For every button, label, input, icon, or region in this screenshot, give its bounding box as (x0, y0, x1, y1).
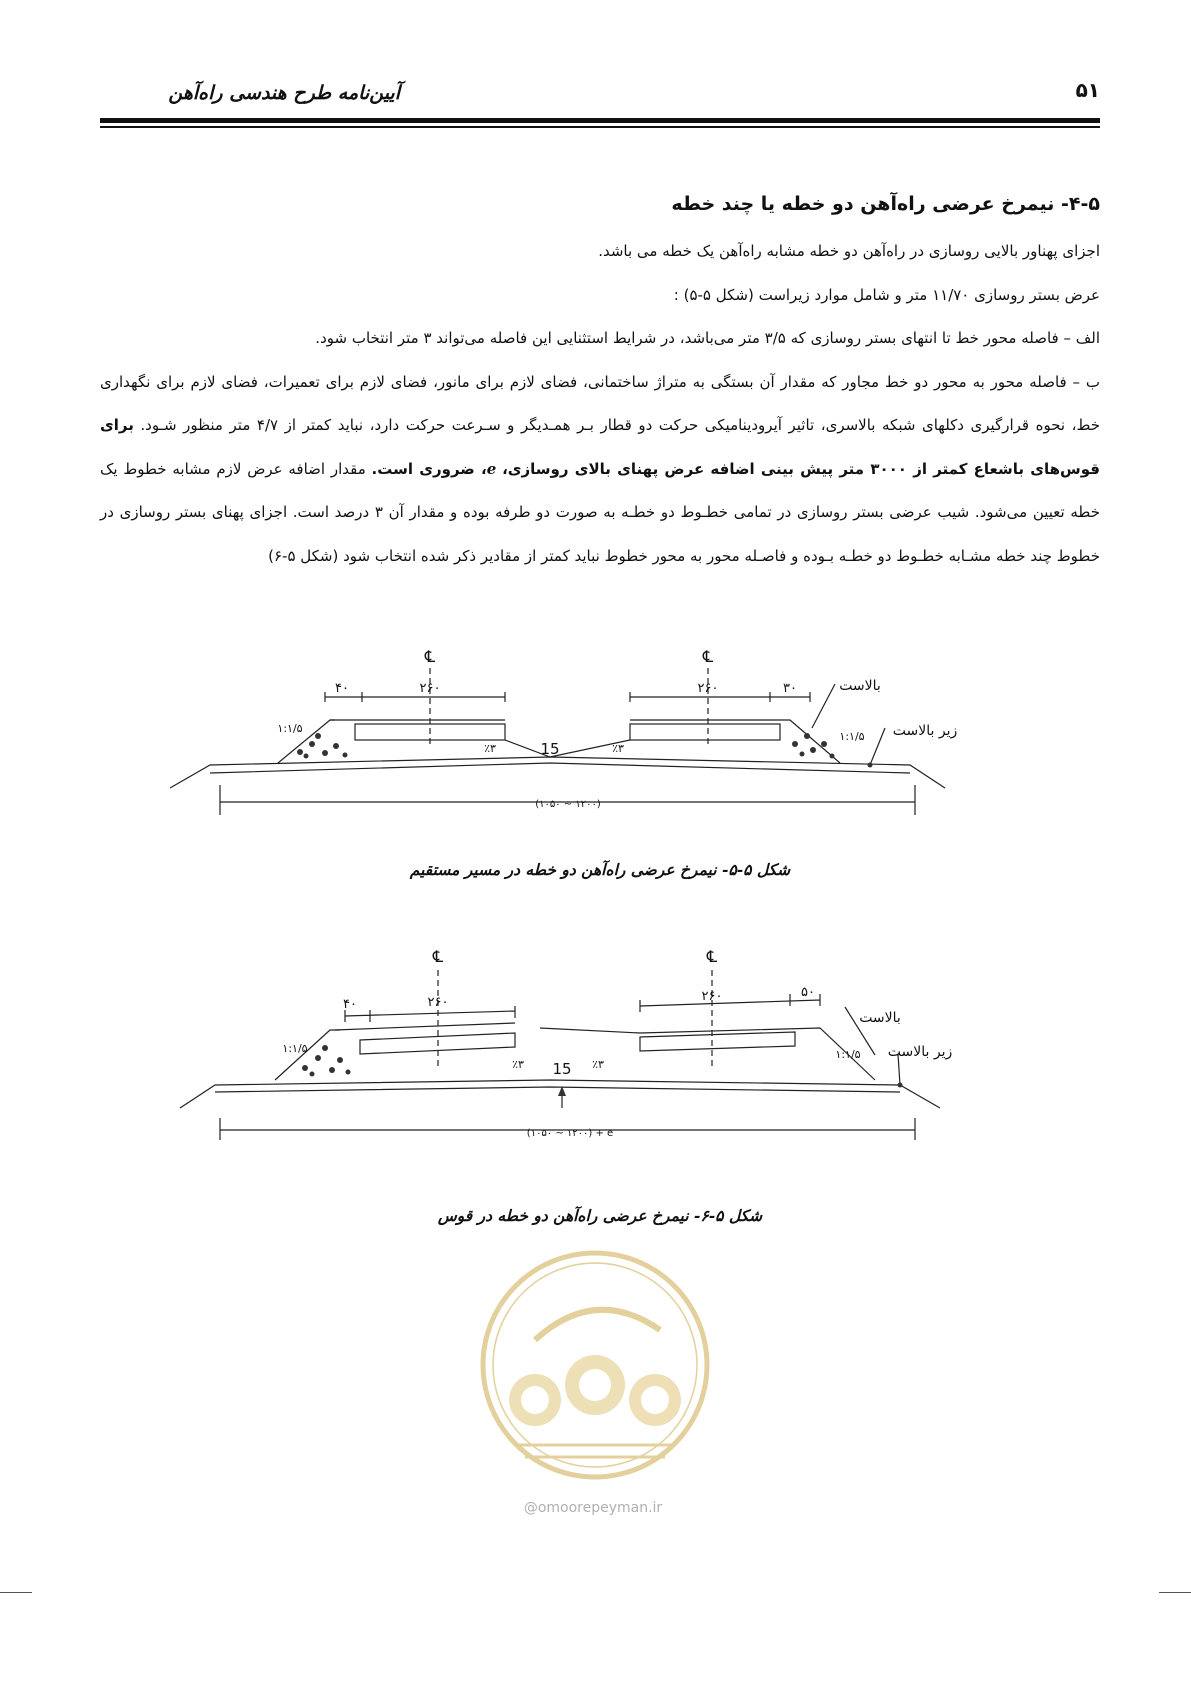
section-title: ۴-۵- نیمرخ عرضی راه‌آهن دو خطه یا چند خطه (671, 193, 1100, 215)
label-subballast-curve: زیر بالاست (887, 1044, 953, 1060)
right-sleeper-curve (640, 1032, 795, 1051)
paragraph-2: عرض بستر روسازی ۱۱/۷۰ متر و شامل موارد زیراست (شکل ۵-۵) : (673, 285, 1100, 304)
paragraph-4-e-symbol: e (486, 459, 497, 478)
figure-1 (140, 640, 1040, 840)
label-ballast: بالاست (839, 678, 881, 694)
grade-right-curve: ٪۳ (592, 1058, 604, 1071)
figure-2 (140, 940, 1040, 1150)
dim-right-big-curve: ۲۶۰ (701, 989, 723, 1004)
grade-left: ٪۳ (484, 742, 496, 755)
paragraph-3: الف – فاصله محور خط تا انتهای بستر روسازی که ۳/۵ متر می‌باشد، در شرایط استثنایی این فاصله می‌تواند ۳ متر انتخاب شود. (315, 329, 1100, 347)
right-axis-symbol: ℄ (702, 647, 714, 666)
left-dimension-line (325, 692, 505, 702)
slope-right-curve: ۱:۱/۵ (835, 1048, 861, 1061)
paragraph-4 (100, 361, 1100, 579)
dim-right-small: ۳۰ (783, 681, 797, 696)
total-width-curve: (۱۰۵۰ ~ ۱۲۰۰) + e (526, 1128, 614, 1139)
ballast-leader (812, 684, 835, 728)
right-sleeper (630, 724, 780, 740)
right-dimension-line-curve (640, 994, 820, 1012)
grade-left-curve: ٪۳ (512, 1058, 524, 1071)
figure-1-caption: شکل ۵-۵- نیمرخ عرضی راه‌آهن دو خطه در مسیر مستقیم (409, 860, 791, 879)
paragraph-4-part-b: مقدار اضافه عرض لازم مشابه خطوط یک خطه تعیین می‌شود. شیب عرضی بستر روسازی در تمامی خطـوط دو خطـه به صورت دو طرفه بوده و مقدار آن ۳ درصد است. اجزای پهنای بستر روسازی در خطوط چند خطه مشـابه خطـوط دو خطـه بـوده و فاصـله محور به محور خطوط نباید کمتر از مقادیر ذکر شده انتخاب شود (شکل ۵-۶) (100, 459, 1100, 565)
figure-2-drawing (140, 940, 1040, 1150)
crop-mark-left (0, 1592, 32, 1593)
left-axis-symbol: ℄ (424, 647, 436, 666)
watermark-url: @omoorepeyman.ir (523, 1500, 663, 1516)
slope-left-curve: ۱:۱/۵ (282, 1042, 308, 1055)
center-number-curve: 15 (552, 1060, 572, 1078)
subballast-leader (870, 728, 885, 765)
crop-mark-right (1159, 1592, 1191, 1593)
dim-left-small: ۴۰ (335, 681, 349, 696)
page-number: ۵۱ (1075, 78, 1100, 102)
dim-right-small-curve: ۵۰ (801, 985, 815, 1000)
running-title: آیین‌نامه طرح هندسی راه‌آهن (168, 82, 400, 104)
subballast-top-curve (215, 1087, 900, 1092)
paragraph-4-part-a: ب – فاصله محور به محور دو خط مجاور که مقدار آن بستگی به متراژ ساختمانی، فضای لازم برای مانور، فضای لازم برای تعمیرات، فضای لازم برای نگهداری خط، نحوه قرارگیری دکلهای شبکه بالاسری، تاثیر آیرودینامیکی حرکت دو قطار بـر همـدیگر و سـرعت حرکت دارد، نباید کمتر از ۴/۷ متر منظور شـود. (100, 372, 1100, 434)
header-rule-thin (100, 126, 1100, 128)
right-axis-symbol-curve: ℄ (706, 947, 718, 966)
figure-2-caption: شکل ۵-۶- نیمرخ عرضی راه‌آهن دو خطه در قوس (437, 1206, 763, 1225)
paragraph-4-bold-1: برای قوس‌های باشعاع کمتر از ۳۰۰۰ متر پیش بینی اضافه عرض پهنای بالای روسازی، (100, 416, 1100, 478)
dim-left-big: ۲۶۰ (419, 681, 441, 696)
grade-right: ٪۳ (612, 742, 624, 755)
label-ballast-curve: بالاست (859, 1010, 901, 1026)
label-subballast: زیر بالاست (892, 723, 958, 739)
dim-left-small-curve: ۴۰ (343, 997, 357, 1012)
header-rule-thick (100, 118, 1100, 123)
subgrade-line (170, 757, 945, 788)
subballast-top (210, 763, 910, 773)
center-number: 15 (540, 740, 560, 758)
left-ballast-top-curve (335, 1023, 515, 1030)
right-ballast-top (630, 720, 840, 763)
figure-1-drawing (140, 640, 1040, 840)
slope-left: ۱:۱/۵ (277, 722, 303, 735)
left-axis-symbol-curve: ℄ (432, 947, 444, 966)
dim-right-big: ۲۶۰ (697, 681, 719, 696)
right-ballast-top-curve (540, 1028, 875, 1080)
watermark-seal (475, 1245, 715, 1505)
body-text (100, 184, 1100, 578)
paragraph-1: اجزای پهناور بالایی روسازی در راه‌آهن دو خطه مشابه راه‌آهن یک خطه می باشد. (598, 242, 1100, 260)
paragraph-4-bold-2: ، ضروری است. (371, 459, 487, 478)
slope-right: ۱:۱/۵ (839, 730, 865, 743)
left-ballast-slope-curve (275, 1030, 340, 1080)
total-width: (۱۰۵۰ ~ ۱۲۰۰) (535, 799, 601, 810)
dim-left-big-curve: ۲۶۰ (427, 995, 449, 1010)
